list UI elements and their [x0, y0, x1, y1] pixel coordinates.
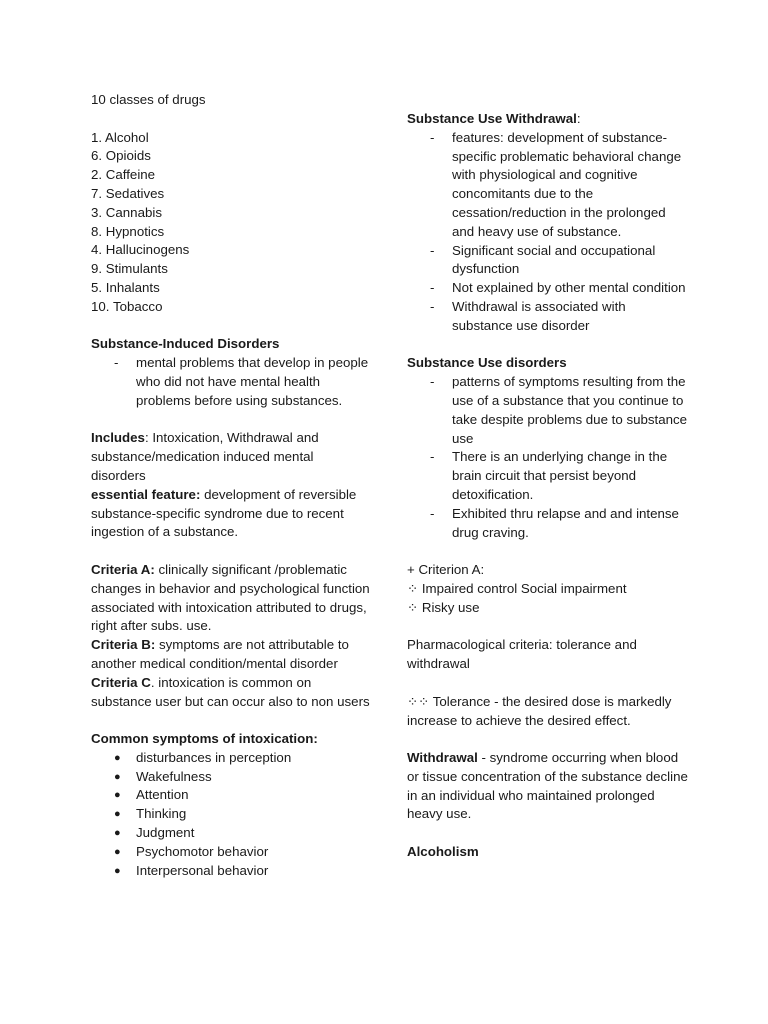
left-column — [91, 91, 371, 880]
tolerance-paragraph: ⁘⁘ Tolerance - the desired dose is markedly increase to achieve the desired effect. — [407, 693, 672, 728]
list-item: - mental problems that develop in people who did not have mental health problems before using substances. — [114, 355, 369, 408]
criteria-b-paragraph: Criteria B: symptoms are not attributable to another medical condition/mental disorder — [91, 637, 349, 671]
list-item: - Withdrawal is associated with substance use disorder — [430, 298, 626, 333]
drug-class-item: 2. Caffeine — [91, 167, 156, 183]
list-item: ● Wakefulness — [114, 768, 212, 784]
list-item: ● Thinking — [114, 806, 187, 822]
substance-induced-list — [91, 354, 371, 410]
list-item: ● Attention — [114, 787, 189, 803]
drug-class-item: 5. Inhalants — [91, 279, 160, 295]
sud-list — [407, 373, 689, 542]
drug-class-item: 4. Hallucinogens — [91, 242, 190, 258]
substance-induced-heading: Substance-Induced Disorders — [91, 336, 280, 352]
symptoms-list — [91, 749, 371, 881]
list-item: - Not explained by other mental condition — [430, 280, 686, 296]
list-item: - There is an underlying change in the brain circuit that persist beyond detoxification. — [430, 449, 668, 502]
withdrawal-paragraph: Withdrawal - syndrome occurring when blood or tissue concentration of the substance decline in an individual who maintained prolonged heavy use. — [407, 750, 688, 822]
right-column — [407, 110, 689, 862]
essential-feature-paragraph: essential feature: development of reversible substance-specific syndrome due to recent ingestion of a substance. — [91, 486, 357, 540]
list-item: ● Psychomotor behavior — [114, 843, 269, 859]
classes-title: 10 classes of drugs — [91, 92, 206, 107]
criteria-a-paragraph: Criteria A: clinically significant /problematic changes in behavior and psychological function associated with intoxication attributed to drugs, right after subs. use. — [91, 561, 370, 634]
drug-class-item: 10. Tobacco — [91, 298, 163, 314]
criterion-a-line: + Criterion A: — [407, 562, 485, 578]
list-item: ● Judgment — [114, 825, 195, 841]
drug-class-item: 9. Stimulants — [91, 261, 168, 277]
pharmacological-paragraph: Pharmacological criteria: tolerance and withdrawal — [407, 637, 637, 672]
list-item: - features: development of substance-specific problematic behavioral change with physiological and cognitive concomitants due to the cessation/reduction in the prolonged and heavy use of substance. — [430, 129, 682, 239]
drug-class-item: 6. Opioids — [91, 148, 151, 164]
list-item: - patterns of symptoms resulting from the use of a substance that you continue to take despite problems due to substance use — [430, 374, 688, 446]
drug-class-item: 7. Sedatives — [91, 185, 165, 201]
alcoholism-heading: Alcoholism — [407, 844, 479, 860]
withdrawal-list — [407, 129, 689, 336]
drug-class-item: 8. Hypnotics — [91, 223, 165, 239]
drug-class-item: 1. Alcohol — [91, 129, 149, 145]
criterion-line: ⁘ Impaired control Social impairment — [407, 580, 627, 596]
list-item: ● disturbances in perception — [114, 749, 292, 765]
list-item: ● Interpersonal behavior — [114, 862, 269, 878]
list-item: - Significant social and occupational dysfunction — [430, 242, 656, 277]
includes-paragraph: Includes: Intoxication, Withdrawal and substance/medication induced mental disorders — [91, 430, 319, 483]
symptoms-heading: Common symptoms of intoxication: — [91, 731, 318, 747]
criteria-c-paragraph: Criteria C. intoxication is common on substance user but can occur also to non users — [91, 674, 370, 709]
list-item: - Exhibited thru relapse and and intense drug craving. — [430, 505, 679, 540]
sud-heading: Substance Use disorders — [407, 355, 567, 371]
criterion-line: ⁘ Risky use — [407, 599, 480, 615]
drug-classes-list — [91, 129, 371, 317]
drug-class-item: 3. Cannabis — [91, 204, 162, 220]
withdrawal-heading: Substance Use Withdrawal: — [407, 111, 581, 126]
